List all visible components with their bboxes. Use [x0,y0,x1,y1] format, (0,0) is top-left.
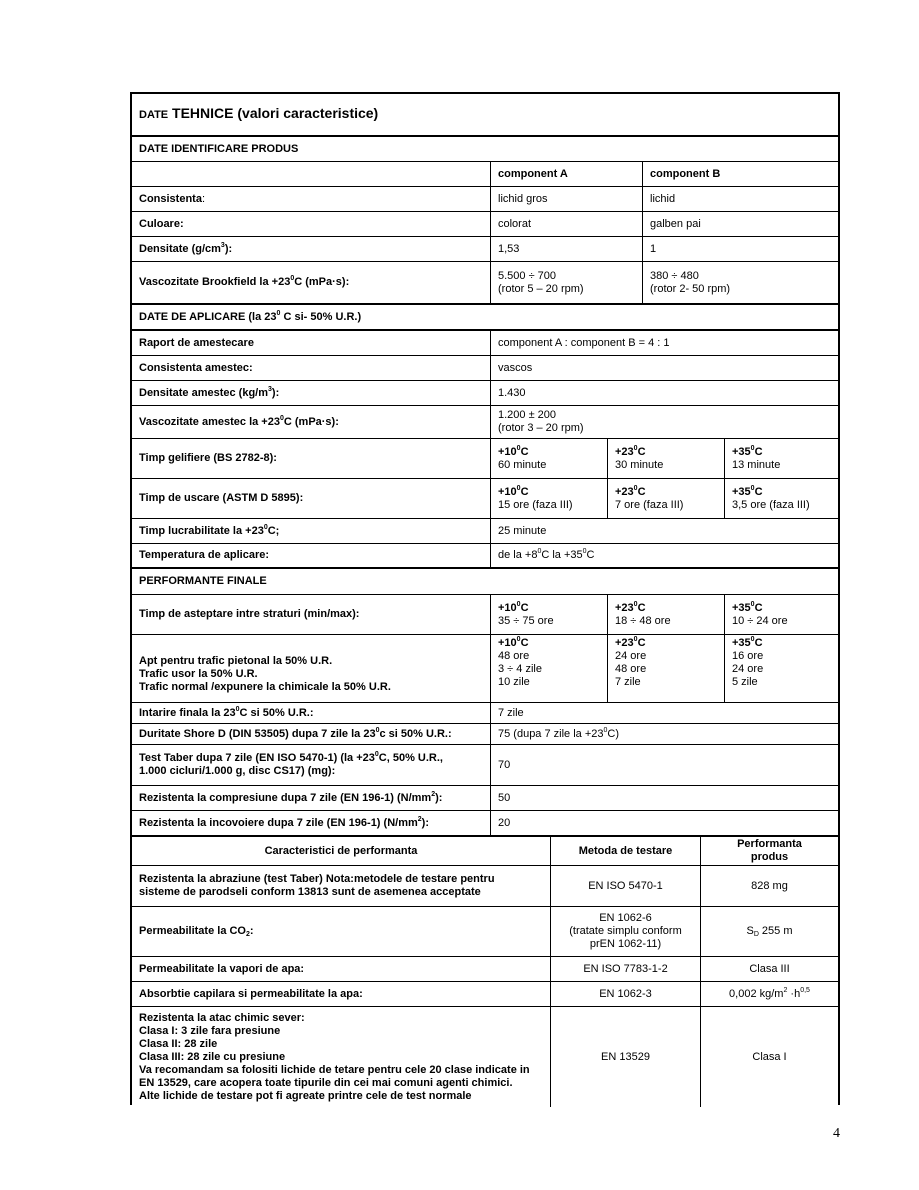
row-label: Vascozitate Brookfield la $+23^0C$ (mPa·s): [139,275,350,288]
row-perf: Clasa III [700,957,838,981]
row-raport [132,331,838,356]
row-trafic [132,635,838,703]
value-b: galben pai [642,212,838,236]
row-label: Timp de asteptare intre straturi (min/max): [139,608,360,620]
temp-35: $+35^0C$ 10 ÷ 24 ore [724,595,838,634]
row-label: Permeabilitate la vapori de apa: [139,962,305,975]
row-metoda: EN ISO 5470-1 [550,866,700,906]
row-densitate-amestec [132,381,838,406]
row-label: Consistenta: [139,192,206,205]
row-asteptare [132,595,838,635]
row-lucrabilitate [132,519,838,544]
section-identificare [132,137,838,162]
value-a: colorat [490,212,642,236]
row-label: Rezistenta la compresiune dupa 7 zile (EN 196-1) $(N/mm^2)$: [139,790,443,804]
value-b: 380 ÷ 480 (rotor 2- 50 rpm) [642,262,838,303]
row-label: Timp gelifiere (BS 2782-8): [139,452,277,464]
temp-10: $+10^0C$ 60 minute [490,439,607,478]
row-perf: 0,002 $kg/m^2 \cdot h^{0,5}$ [700,982,838,1006]
section-title: DATE DE APLICARE (la $23^0$ C si- 50% U.R.) [139,309,362,323]
row-culoare [132,212,838,237]
row-gelifiere [132,439,838,479]
row-vascozitate-amestec [132,406,838,439]
row-vapori [132,957,838,982]
row-consistenta [132,187,838,212]
row-metoda: EN 13529 [550,1007,700,1107]
temp-35: $+35^0C$ 16 ore 24 ore 5 zile [724,635,838,702]
component-b-header: component B [642,162,838,186]
row-value: de la $+8^0C$ la $+35^0C$ [490,544,838,567]
row-value: 25 minute [490,519,838,543]
row-label: Apt pentru trafic pietonal la 50% U.R. Trafic usor la 50% U.R. Trafic normal /expunere la chimicale la 50% U.R. [139,655,391,693]
row-label: Intarire finala la $23^0C$ si 50% U.R.: [139,705,314,719]
row-label: Densitate amestec $(kg/m^3)$: [139,385,280,399]
row-perf: 828 mg [700,866,838,906]
row-metoda: EN 1062-6 (tratate simplu conform prEN 1062-11) [550,907,700,956]
row-value: 20 [490,811,838,835]
row-value: 1.200 ± 200 (rotor 3 – 20 rpm) [490,406,838,438]
component-a-header: component A [490,162,642,186]
section-title: PERFORMANTE FINALE [139,575,267,587]
temp-10: $+10^0C$ 35 ÷ 75 ore [490,595,607,634]
row-value: vascos [490,356,838,380]
row-label: Timp de uscare (ASTM D 5895): [139,492,304,504]
header-caracteristici: Caracteristici de performanta [264,844,418,857]
row-label: Test Taber dupa 7 zile (EN ISO 5470-1) ($la +23^0C$, 50% U.R., 1.000 cicluri/1.000 g, disc CS17) (mg): [139,751,443,777]
row-label: Rezistenta la atac chimic sever: Clasa I: 3 zile fara presiune Clasa II: 28 zile Clasa III: 28 zile cu presiune Va recomandam sa folositi lichide de tetare pentru cele 20 clase indicate in EN 13529, care acopera toate tipurile din cei mai comuni agenti chimici. Alte lichide de testare pot fi agreate printre cele de test normale [139,1011,530,1102]
header-performanta: Performanta produs [700,837,838,865]
temp-10: $+10^0C$ 48 ore 3 ÷ 4 zile 10 zile [490,635,607,702]
sheet-title-row [132,94,838,137]
row-label: Absorbtie capilara si permeabilitate la apa: [139,987,363,1000]
value-b: 1 [642,237,838,261]
temp-35: $+35^0C$ 13 minute [724,439,838,478]
row-value: 1.430 [490,381,838,405]
row-label: Raport de amestecare [139,336,254,349]
row-value: 75 (dupa 7 zile la $+23^0C$) [490,724,838,744]
row-label: Densitate $(g/cm^3)$: [139,241,233,255]
perf-header-row [132,837,838,866]
component-header-row [132,162,838,187]
row-uscare [132,479,838,519]
row-vascozitate [132,262,838,305]
row-chimic [132,1007,838,1107]
row-label: Temperatura de aplicare: [139,549,270,561]
value-b: lichid [642,187,838,211]
row-perf: $S_D$ 255 m [700,907,838,956]
value-a: lichid gros [490,187,642,211]
row-label: Culoare: [139,217,184,230]
row-label: Timp lucrabilitate la $+23^0C$; [139,523,280,537]
temp-23: $+23^0C$ 30 minute [607,439,724,478]
row-intarire [132,703,838,724]
row-label: Vascozitate amestec la $+23^0C$ (mPa·s): [139,414,339,428]
row-incovoiere [132,811,838,837]
row-label: Rezistenta la abraziune (test Taber) Nota:metodele de testare pentru sisteme de parodseli conform 13813 sunt de asemenea acceptate [139,873,495,898]
row-temperatura [132,544,838,569]
temp-10: $+10^0C$ 15 ore (faza III) [490,479,607,518]
row-label: Duritate Shore D (DIN 53505) dupa 7 zile la $23^0c$ si 50% U.R.: [139,726,452,740]
row-value: component A : component B = 4 : 1 [490,331,838,355]
header-metoda: Metoda de testare [550,837,700,865]
row-densitate [132,237,838,262]
page-number: 4 [833,1126,840,1141]
row-co2 [132,907,838,957]
row-label: Permeabilitate la $CO_2$: [139,925,254,938]
section-performante [132,569,838,595]
row-label: Consistenta amestec: [139,361,253,374]
section-aplicare [132,305,838,331]
value-a: 1,53 [490,237,642,261]
row-shore [132,724,838,745]
temp-23: $+23^0C$ 18 ÷ 48 ore [607,595,724,634]
row-compresiune [132,786,838,811]
row-perf: Clasa I [700,1007,838,1107]
row-metoda: EN ISO 7783-1-2 [550,957,700,981]
row-value: 7 zile [490,703,838,723]
sheet-title: DATE TEHNICE (valori caracteristice) [139,105,379,121]
temp-35: $+35^0C$ 3,5 ore (faza III) [724,479,838,518]
row-metoda: EN 1062-3 [550,982,700,1006]
technical-data-sheet [130,92,840,1105]
row-value: 50 [490,786,838,810]
row-capilara [132,982,838,1007]
value-a: 5.500 ÷ 700 (rotor 5 – 20 rpm) [490,262,642,303]
temp-23: $+23^0C$ 24 ore 48 ore 7 zile [607,635,724,702]
row-consistenta-amestec [132,356,838,381]
section-title: DATE IDENTIFICARE PRODUS [139,142,299,155]
row-abraziune [132,866,838,907]
row-taber [132,745,838,786]
row-label: Rezistenta la incovoiere dupa 7 zile (EN 196-1) $(N/mm^2)$: [139,815,429,829]
temp-23: $+23^0C$ 7 ore (faza III) [607,479,724,518]
row-value: 70 [490,745,838,785]
